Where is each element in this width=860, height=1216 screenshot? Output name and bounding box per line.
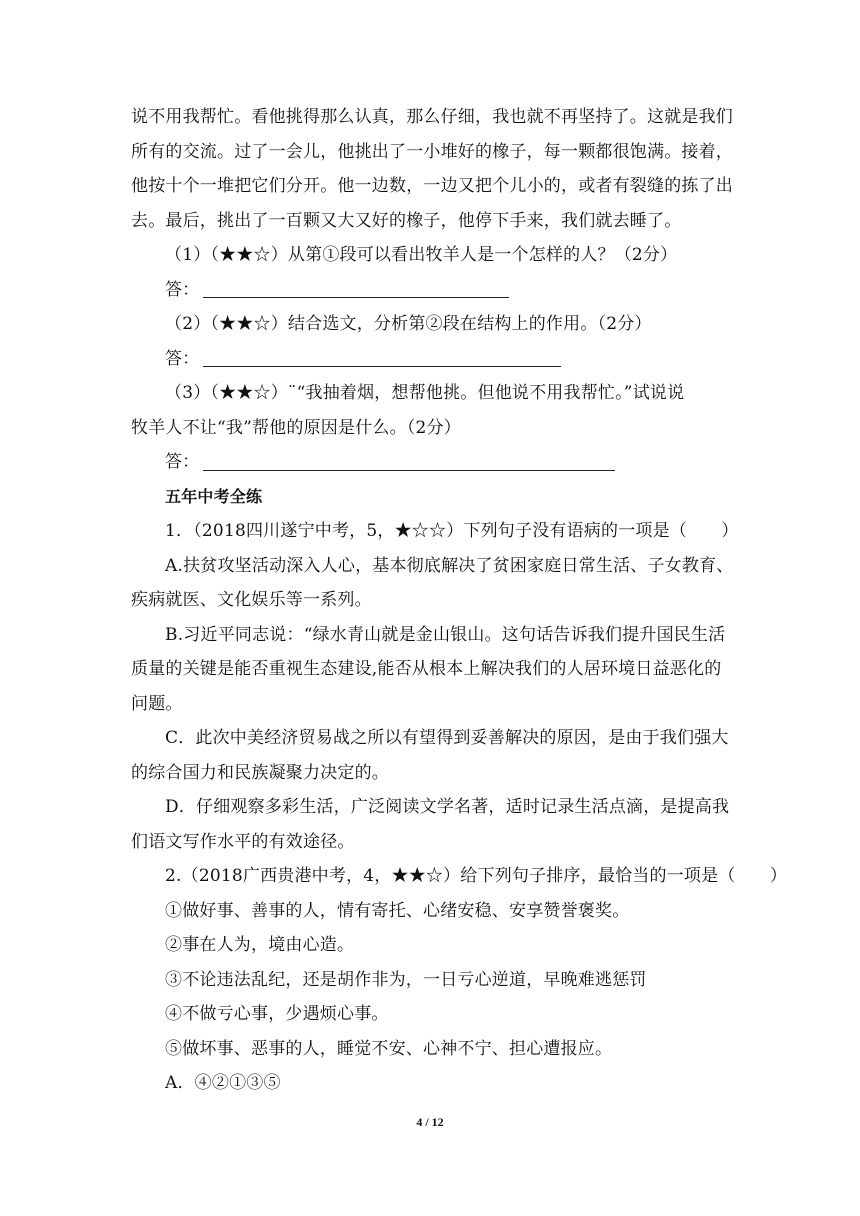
option-a-cont: 疾病就医、文化娱乐等一系列。 xyxy=(131,590,372,610)
passage-line: 去。最后，挑出了一百颗又大又好的橡子，他停下手来，我们就去睡了。 xyxy=(131,210,682,231)
answer-line-2[interactable] xyxy=(131,342,731,377)
passage-line: 所有的交流。过了一会儿，他挑出了一小堆好的橡子，每一颗都很饱满。接着， xyxy=(131,141,733,162)
option-a-answer: A．④②①③⑤ xyxy=(165,1073,281,1093)
exam-question-1-stem: 1．（2018四川遂宁中考，5，★☆☆）下列句子没有语病的一项是（ ） xyxy=(165,521,739,541)
answer-blank[interactable] xyxy=(203,279,509,298)
page-number: 4 / 12 xyxy=(416,1115,444,1129)
answer-blank[interactable] xyxy=(203,452,615,471)
sentence-item: ②事在人为，境由心造。 xyxy=(165,935,355,955)
option-b: B.习近平同志说：“绿水青山就是金山银山。这句话告诉我们提升国民生活 xyxy=(165,624,726,645)
answer-label: 答： xyxy=(165,452,200,472)
option-b-cont: 质量的关键是能否重视生态建设,能否从根本上解决我们的人居环境日益恶化的 xyxy=(131,659,722,679)
sentence-item: ⑤做坏事、恶事的人，睡觉不安、心神不宁、担心遭报应。 xyxy=(165,1038,613,1059)
answer-line-1[interactable] xyxy=(131,273,731,308)
option-c: C．此次中美经济贸易战之所以有望得到妥善解决的原因，是由于我们强大 xyxy=(165,728,729,748)
sentence-item: ③不论违法乱纪，还是胡作非为，一日亏心逆道，早晚难逃惩罚 xyxy=(165,969,647,990)
answer-label: 答： xyxy=(165,348,200,369)
document-page xyxy=(131,100,788,1101)
question-3-cont: 牧羊人不让“我”帮他的原因是什么。（2分） xyxy=(131,417,461,438)
passage-line: 他按十个一堆把它们分开。他一边数，一边又把个儿小的，或者有裂缝的拣了出 xyxy=(131,176,733,196)
exam-question-2-stem: 2.（2018广西贵港中考，4，★★☆）给下列句子排序，最恰当的一项是（ ） xyxy=(165,866,788,886)
option-a: A.扶贫攻坚活动深入人心，基本彻底解决了贫困家庭日常生活、子女教育、 xyxy=(165,555,734,576)
option-b-cont: 问题。 xyxy=(131,693,183,714)
answer-blank[interactable] xyxy=(203,348,561,367)
sentence-item: ①做好事、善事的人，情有寄托、心绪安稳、安享赞誉褒奖。 xyxy=(165,900,630,921)
option-c-cont: 的综合国力和民族凝聚力决定的。 xyxy=(131,762,389,783)
sentence-item: ④不做亏心事，少遇烦心事。 xyxy=(165,1004,389,1024)
question-3: （3）（★★☆）¨“我抽着烟，想帮他挑。但他说不用我帮忙。”试说说 xyxy=(165,383,685,403)
answer-label: 答： xyxy=(165,279,200,300)
question-2: （2）（★★☆）结合选文，分析第②段在结构上的作用。（2分） xyxy=(165,314,652,334)
passage-line: 说不用我帮忙。看他挑得那么认真，那么仔细，我也就不再坚持了。这就是我们 xyxy=(131,107,733,127)
option-d-cont: 们语文写作水平的有效途径。 xyxy=(131,831,355,852)
section-title: 五年中考全练 xyxy=(165,486,263,506)
answer-line-3[interactable] xyxy=(131,445,731,480)
question-1: （1）（★★☆）从第①段可以看出牧羊人是一个怎样的人？（2分） xyxy=(165,245,678,265)
option-d: D．仔细观察多彩生活，广泛阅读文学名著，适时记录生活点滴，是提高我 xyxy=(165,797,730,817)
